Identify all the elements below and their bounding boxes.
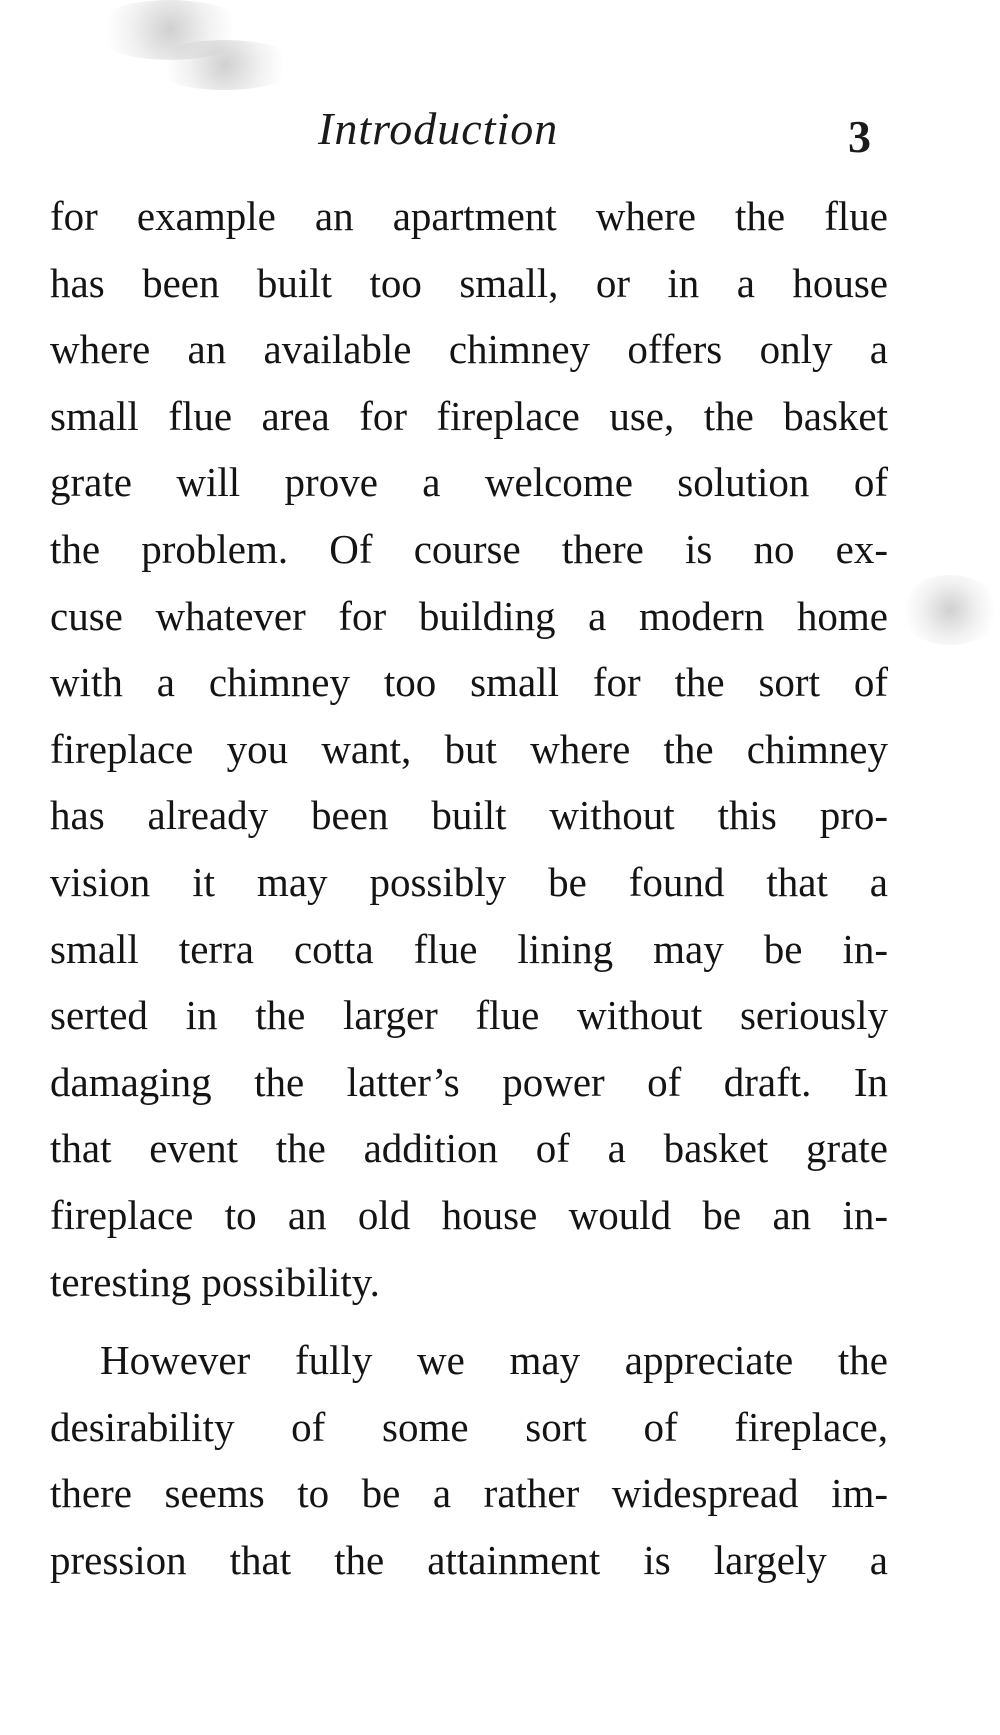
text-line: pression that the attainment is largely a — [50, 1536, 888, 1583]
text-line: cuse whatever for building a modern home — [50, 592, 888, 639]
text-line: fireplace to an old house would be an in- — [50, 1191, 888, 1238]
page-number: 3 — [848, 111, 871, 162]
chapter-title: Introduction — [318, 103, 559, 154]
text-line: However fully we may appreciate the — [100, 1337, 888, 1384]
running-head — [0, 102, 1000, 162]
body-text — [50, 183, 888, 1593]
paper-stain-right — [900, 575, 1000, 645]
text-line: vision it may possibly be found that a — [50, 858, 888, 905]
text-line: fireplace you want, but where the chimney — [50, 725, 888, 772]
text-line: where an available chimney offers only a — [50, 326, 888, 373]
text-line: for example an apartment where the flue — [50, 193, 888, 239]
text-line: with a chimney too small for the sort of — [50, 659, 888, 706]
text-line: has already been built without this pro- — [50, 792, 888, 839]
paragraph-break — [50, 1315, 888, 1327]
text-line: has been built too small, or in a house — [50, 259, 888, 306]
text-line: teresting possibility. — [50, 1258, 380, 1305]
text-line: desirability of some sort of fireplace, — [50, 1403, 888, 1450]
text-line: there seems to be a rather widespread im- — [50, 1470, 888, 1517]
text-line: grate will prove a welcome solution of — [50, 459, 888, 506]
text-line: small terra cotta flue lining may be in- — [50, 925, 888, 972]
text-line: serted in the larger flue without seriously — [50, 992, 888, 1039]
text-line: the problem. Of course there is no ex- — [50, 525, 888, 572]
text-line: damaging the latter’s power of draft. In — [50, 1058, 888, 1105]
text-line: small flue area for fireplace use, the basket — [50, 392, 888, 439]
text-line: that event the addition of a basket grate — [50, 1125, 888, 1172]
paper-stain-upper — [150, 40, 300, 90]
